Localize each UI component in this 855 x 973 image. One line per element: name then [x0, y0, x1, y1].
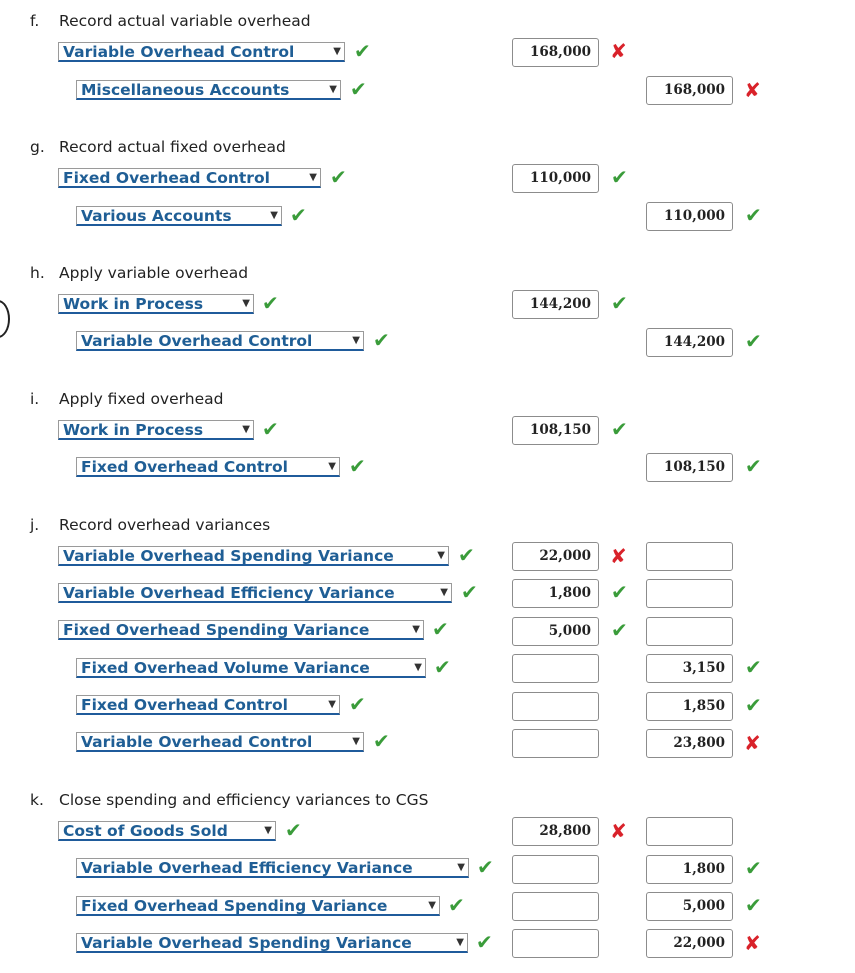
- account-dropdown[interactable]: [76, 206, 282, 226]
- section-letter: f.: [30, 12, 40, 30]
- check-icon: ✔: [611, 618, 628, 642]
- check-icon: ✔: [611, 417, 628, 441]
- check-icon: ✔: [354, 39, 371, 63]
- cross-icon: ✘: [744, 931, 761, 955]
- section-title: Apply fixed overhead: [59, 390, 224, 408]
- section-title: Close spending and efficiency variances to CGS: [59, 791, 429, 809]
- check-icon: ✔: [434, 655, 451, 679]
- dropdown-arrow-icon: ▼: [352, 335, 360, 346]
- check-icon: ✔: [448, 893, 465, 917]
- account-label: Variable Overhead Spending Variance: [63, 547, 394, 565]
- cross-icon: ✘: [610, 39, 627, 63]
- credit-input[interactable]: 23,800: [646, 729, 733, 758]
- check-icon: ✔: [349, 454, 366, 478]
- edge-circle-icon: [0, 300, 10, 338]
- account-dropdown[interactable]: [58, 583, 452, 603]
- check-icon: ✔: [432, 617, 449, 641]
- debit-input[interactable]: 110,000: [512, 164, 599, 193]
- account-dropdown[interactable]: [76, 457, 340, 477]
- section-letter: i.: [30, 390, 40, 408]
- credit-input[interactable]: [646, 617, 733, 646]
- check-icon: ✔: [477, 855, 494, 879]
- account-dropdown[interactable]: [76, 732, 364, 752]
- debit-input[interactable]: 168,000: [512, 38, 599, 67]
- check-icon: ✔: [373, 729, 390, 753]
- account-label: Work in Process: [63, 421, 204, 439]
- debit-input[interactable]: [512, 855, 599, 884]
- check-icon: ✔: [745, 856, 762, 880]
- account-dropdown[interactable]: [76, 695, 340, 715]
- account-label: Miscellaneous Accounts: [81, 81, 290, 99]
- debit-input[interactable]: 144,200: [512, 290, 599, 319]
- account-dropdown[interactable]: [76, 858, 469, 878]
- dropdown-arrow-icon: ▼: [309, 172, 317, 183]
- credit-input[interactable]: [646, 542, 733, 571]
- section-k-heading: [30, 791, 428, 809]
- cross-icon: ✘: [610, 544, 627, 568]
- credit-input[interactable]: 144,200: [646, 328, 733, 357]
- credit-input[interactable]: 3,150: [646, 654, 733, 683]
- account-label: Fixed Overhead Spending Variance: [81, 897, 388, 915]
- cross-icon: ✘: [610, 819, 627, 843]
- credit-input[interactable]: 22,000: [646, 929, 733, 958]
- credit-input[interactable]: 5,000: [646, 892, 733, 921]
- dropdown-arrow-icon: ▼: [328, 699, 336, 710]
- check-icon: ✔: [611, 580, 628, 604]
- dropdown-arrow-icon: ▼: [270, 210, 278, 221]
- check-icon: ✔: [262, 417, 279, 441]
- account-dropdown[interactable]: [58, 42, 345, 62]
- account-dropdown[interactable]: [58, 294, 254, 314]
- check-icon: ✔: [745, 454, 762, 478]
- debit-input[interactable]: [512, 929, 599, 958]
- account-label: Cost of Goods Sold: [63, 822, 228, 840]
- account-label: Fixed Overhead Control: [81, 458, 288, 476]
- dropdown-arrow-icon: ▼: [414, 662, 422, 673]
- dropdown-arrow-icon: ▼: [440, 587, 448, 598]
- debit-input[interactable]: 108,150: [512, 416, 599, 445]
- section-title: Record overhead variances: [59, 516, 271, 534]
- section-title: Record actual fixed overhead: [59, 138, 286, 156]
- account-label: Variable Overhead Control: [81, 733, 313, 751]
- check-icon: ✔: [476, 930, 493, 954]
- credit-input[interactable]: [646, 579, 733, 608]
- account-dropdown[interactable]: [76, 896, 440, 916]
- section-f-heading: [30, 12, 311, 30]
- debit-input[interactable]: [512, 654, 599, 683]
- section-letter: k.: [30, 791, 44, 809]
- dropdown-arrow-icon: ▼: [352, 736, 360, 747]
- check-icon: ✔: [745, 655, 762, 679]
- account-dropdown[interactable]: [76, 331, 364, 351]
- dropdown-arrow-icon: ▼: [428, 900, 436, 911]
- account-dropdown[interactable]: [76, 80, 341, 100]
- account-dropdown[interactable]: [58, 168, 321, 188]
- dropdown-arrow-icon: ▼: [437, 550, 445, 561]
- account-dropdown[interactable]: [58, 821, 276, 841]
- account-label: Variable Overhead Efficiency Variance: [81, 859, 413, 877]
- cross-icon: ✘: [744, 78, 761, 102]
- cross-icon: ✘: [744, 731, 761, 755]
- check-icon: ✔: [745, 329, 762, 353]
- account-dropdown[interactable]: [58, 620, 424, 640]
- account-dropdown[interactable]: [58, 546, 449, 566]
- dropdown-arrow-icon: ▼: [457, 862, 465, 873]
- account-label: Various Accounts: [81, 207, 232, 225]
- section-letter: h.: [30, 264, 45, 282]
- account-label: Variable Overhead Efficiency Variance: [63, 584, 395, 602]
- account-label: Work in Process: [63, 295, 204, 313]
- check-icon: ✔: [350, 77, 367, 101]
- section-j-heading: [30, 516, 270, 534]
- account-label: Fixed Overhead Control: [81, 696, 288, 714]
- check-icon: ✔: [745, 893, 762, 917]
- check-icon: ✔: [285, 818, 302, 842]
- credit-input[interactable]: 1,850: [646, 692, 733, 721]
- account-dropdown[interactable]: [76, 658, 426, 678]
- check-icon: ✔: [611, 165, 628, 189]
- section-title: Apply variable overhead: [59, 264, 249, 282]
- dropdown-arrow-icon: ▼: [264, 825, 272, 836]
- check-icon: ✔: [745, 693, 762, 717]
- account-label: Variable Overhead Control: [63, 43, 295, 61]
- account-dropdown[interactable]: [76, 933, 468, 953]
- section-g-heading: [30, 138, 286, 156]
- credit-input[interactable]: 168,000: [646, 76, 733, 105]
- debit-input[interactable]: [512, 692, 599, 721]
- section-h-heading: [30, 264, 248, 282]
- debit-input[interactable]: 5,000: [512, 617, 599, 646]
- account-dropdown[interactable]: [58, 420, 254, 440]
- account-label: Variable Overhead Control: [81, 332, 313, 350]
- section-letter: g.: [30, 138, 45, 156]
- account-label: Fixed Overhead Spending Variance: [63, 621, 370, 639]
- check-icon: ✔: [349, 692, 366, 716]
- check-icon: ✔: [745, 203, 762, 227]
- credit-input[interactable]: 1,800: [646, 855, 733, 884]
- debit-input[interactable]: 28,800: [512, 817, 599, 846]
- debit-input[interactable]: 22,000: [512, 542, 599, 571]
- dropdown-arrow-icon: ▼: [242, 298, 250, 309]
- credit-input[interactable]: 110,000: [646, 202, 733, 231]
- check-icon: ✔: [461, 580, 478, 604]
- credit-input[interactable]: [646, 817, 733, 846]
- account-label: Fixed Overhead Control: [63, 169, 270, 187]
- check-icon: ✔: [611, 291, 628, 315]
- check-icon: ✔: [373, 328, 390, 352]
- dropdown-arrow-icon: ▼: [329, 84, 337, 95]
- account-label: Fixed Overhead Volume Variance: [81, 659, 370, 677]
- dropdown-arrow-icon: ▼: [412, 624, 420, 635]
- section-i-heading: [30, 390, 223, 408]
- debit-input[interactable]: 1,800: [512, 579, 599, 608]
- dropdown-arrow-icon: ▼: [328, 461, 336, 472]
- check-icon: ✔: [458, 543, 475, 567]
- check-icon: ✔: [330, 165, 347, 189]
- section-letter: j.: [30, 516, 40, 534]
- dropdown-arrow-icon: ▼: [242, 424, 250, 435]
- debit-input[interactable]: [512, 892, 599, 921]
- check-icon: ✔: [262, 291, 279, 315]
- check-icon: ✔: [290, 203, 307, 227]
- dropdown-arrow-icon: ▼: [456, 937, 464, 948]
- account-label: Variable Overhead Spending Variance: [81, 934, 412, 952]
- credit-input[interactable]: 108,150: [646, 453, 733, 482]
- section-title: Record actual variable overhead: [59, 12, 311, 30]
- dropdown-arrow-icon: ▼: [333, 46, 341, 57]
- debit-input[interactable]: [512, 729, 599, 758]
